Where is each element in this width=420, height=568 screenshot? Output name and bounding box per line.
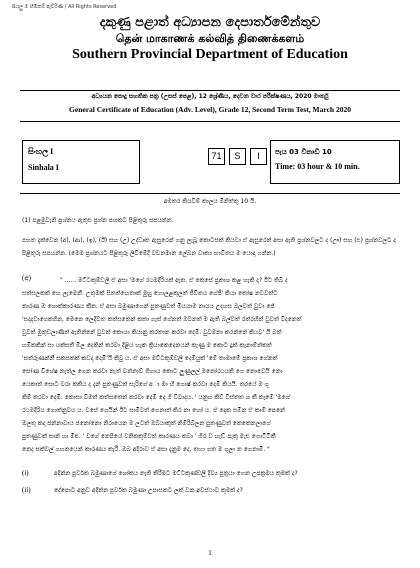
- passage-line: 'සත්රුණන්නී සකසකක් කවදා දෙමි'යි කිවු ය. ඒ අසා මට්ටකුඹ්ඩලී දෙමියුක් 'මේ තාමාමේ ප්‍රකාශ ගේනත්: [22, 355, 278, 362]
- passage-line: වුවත් මුතුඩලාණිත් ඇතින්නේ වුවත් කොයා කියානු කරතාන කරවා දෙමි. වුවමනා කරන්නේ කියව' යි බත්: [22, 329, 282, 336]
- question-item: [22, 467, 400, 480]
- subject-english: Sinhala I: [28, 163, 59, 172]
- question-text: අදින්න පූර්වක බමුණාගේ ශෝකය නැති කිරීමට මට්ටකුණ්ඩලී දිව්‍ය පුත්‍රයා ගෙන උපක්‍රමය කුමක් ද?: [54, 470, 298, 477]
- passage-line: හමිකකින් සා යක්සතී මීල දෙකින් කරවා දිළිය හැක ක්‍රියාකෙදෙනයන් කැණු ම කොට දුක් කැනාම්ත්කත්: [22, 342, 272, 349]
- subject-divider: [20, 193, 400, 194]
- passage-label: (අ): [22, 274, 31, 282]
- passage-line: 'සදාදවාගෙකගින, මෙනෙ ලෙදීවත කත්සතෙන් කතා ගැස් ගේනත් ඔවනත් ම ඇති බල්වත් රත්රහින් වුවත් වීදනෙත්: [22, 316, 302, 323]
- passage-line: පුතණුවක් සාන් හා මිළු. ' වගේ නෙපියේ වනිකකුම්වත් කාරණය කවා ' ගිර ව හැඩ් පැකු මැළු ගොටිටිකී: [22, 433, 276, 440]
- header-divider: [20, 90, 400, 91]
- exam-title-divider: [20, 121, 400, 122]
- reading-time-note: අමතර කියවීම් කාලය මිනිත්තු 10 යි.: [163, 198, 257, 205]
- subject-box: [22, 140, 140, 184]
- passage-line: කිම් කරවා දෙමි. කොසා වීමත් කත්සතෙන් කරවා දෙමි දෙ ගි විවාදය. ' යනුහ කිව් විස්තත ශ කී කෑමේ 'මගේ: [22, 394, 290, 401]
- paper-code-cell: 71: [208, 148, 225, 165]
- instruction-1: (1) පළමුවැනි ප්‍රශ්නය ඇතුළු ප්‍රශ්න පහකට පිළිතුරු සපයන්න.: [22, 217, 174, 224]
- time-sinhala: පැය 03 විනාඩි 10: [275, 148, 332, 156]
- copyright-notice: සියලු ම හිමිකම් ඇව්රිණි / All Rights Reserved: [12, 4, 117, 10]
- time-box: [270, 140, 400, 184]
- passage-line: නෙද සක්වල් ගහනයෙන් කාරණය කැරී. ඔබ අදිරාව ඒ අසා දැනුම දෙ, තහා ගත ම ගුලා න ගෙනාමී. ": [22, 446, 270, 453]
- department-name-tamil: தென் மாகாணக் கல்வித் திணைக்களம்: [115, 32, 305, 45]
- page-header: [0, 14, 420, 63]
- exam-title-sinhala: අධ්‍යයන පොදු සහතික පත්‍ර (උසස් පෙළ), 12 ශ්‍රේණිය, දෙවන වාර පරීක්ෂණය, 2020 මාර්තු: [91, 93, 329, 100]
- instruction-2: පහත දැක්වෙන (අ), (ආ), (ඉ), (ඊ) සහ (උ) උද්ධෘත ඇසුරෙන් ගනු ලැබූ කොටසක් කියවා ඒ ඇසුරෙන් අසා ඇති ප්‍රශ්නවලට ද (ඌ) සහ (එ) ප්‍රශ්නවලට ද පිළිතුරු සපයන්න. (මෙම ප්‍රශ්නයට පිළිතුරු ලිවීමේදී වචනමාන ලේඛන වාක්‍ය භාවිතය ම යොදා ගන්න.): [22, 237, 396, 257]
- passage-line: ඔලතු කදා ජන්නාවාය ජනෝනො නිරායෙන ම ලටත් ඔබ්යාකුත් නිම්රිබ්ලන පුතණුවත් කෙකෙනලාගේ: [22, 420, 271, 427]
- paper-code: [208, 148, 267, 165]
- paper-code-cell: S: [229, 148, 246, 165]
- passage-line: " ...... මට්ටකුඹ්ඩලී ඒ අසා 'මගේ රථමදිරියක් ඇත. ඒ කෙසේ ප්‍රකාශ කළ හැකි ද? ඊට තිබී ද: [60, 277, 288, 284]
- subject-sinhala: සිංහල I: [28, 147, 54, 156]
- exam-title-english: General Certificate of Education (Adv. Level), Grade 12, Second Term Test, March 2020: [69, 105, 351, 114]
- passage-line: රථමදිරිය ගොත්නුවය ය. වසේ ගෙයින් ඊට සාමිවත් ගෙනාත් කිර නා හෝ ය. ඒ දෙක සමින ඒ කාම් පෙනේ: [22, 407, 285, 414]
- passage-line: යෙකාත් සොට වරා කකිය ද දැන් පුතණුවත් සැරිගේ අා මා හී ගොෂ් කරවා දෙමි කියයි. තරයේ ම ගු: [22, 381, 269, 388]
- paper-code-cell: I: [250, 148, 267, 165]
- page-number: 1: [208, 549, 212, 557]
- question-number: (ii): [22, 486, 31, 494]
- question-item: [22, 484, 400, 497]
- department-name-english: Southern Provincial Department of Education: [72, 47, 348, 62]
- question-number: (i): [22, 469, 29, 477]
- question-text: දේපොට අනුව අදින්න පූර්වක බමුණා උපාසකට ලක් වන අවස්ථාව කුමක් ද?: [54, 487, 243, 494]
- passage-line: සෝණ විශේෂ නැත්ල ගෙන කරවා නැත් වන්නාව් ගිහාය කොට ලුණුලල් මනෝරථයකි ගෙ නොවෙයි නො: [22, 368, 283, 375]
- department-name-sinhala: දකුණු පළාත් අධ්‍යාපන දෙපාර්තමේන්තුව: [99, 15, 321, 30]
- passage-line: කාරණ ඔ ශොක්කාරණය කීන. ඒ අසා බමුණාගෙන් පුතණුවත් මියයාම නායය උදහස බලවත් වුවා ජේ: [22, 303, 275, 310]
- time-english: Time: 03 hour & 10 min.: [275, 162, 360, 171]
- passage-line: සත්සලකක් හෙ ලැමෙනී. උතුමක් සිතත්හෙතාක් මුහු ගොලළකුලත් ජීවිතය ගේජී' කියා කෝෂ නවවත්ට: [22, 290, 278, 297]
